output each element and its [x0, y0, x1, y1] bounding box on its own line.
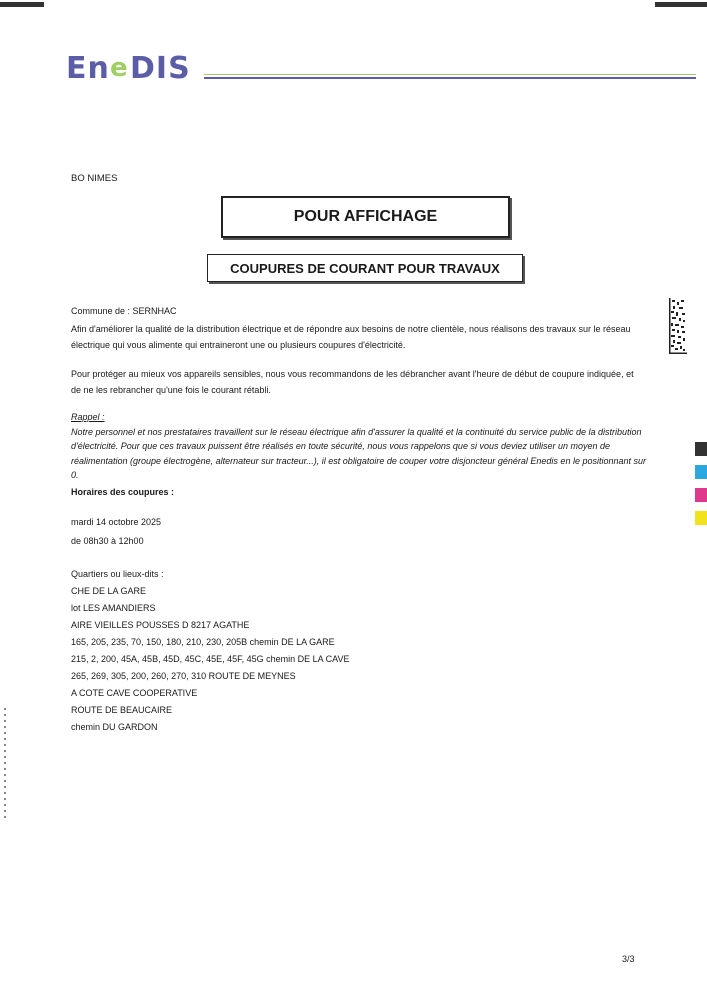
schedule-heading: Horaires des coupures :: [71, 487, 175, 497]
office-name: BO NIMES: [71, 173, 118, 184]
datamatrix-code: [669, 298, 687, 354]
schedule-hours: de 08h30 à 12h00: [71, 536, 144, 546]
commune-line: Commune de : SERNHAC: [71, 306, 177, 316]
scan-edge-marks: [4, 708, 6, 818]
rappel-label: Rappel :: [71, 412, 105, 422]
schedule-date: mardi 14 octobre 2025: [71, 517, 162, 527]
list-item: lot LES AMANDIERS: [71, 603, 156, 613]
logo-divider: [204, 74, 696, 80]
list-item: 265, 269, 305, 200, 260, 270, 310 ROUTE DE MEYNES: [71, 671, 296, 681]
list-item: CHE DE LA GARE: [71, 586, 147, 596]
enedis-logo: [66, 50, 198, 94]
color-swatch-yellow: [695, 511, 707, 525]
list-item: 165, 205, 235, 70, 150, 180, 210, 230, 205B chemin DE LA GARE: [71, 637, 335, 647]
enedis-logo-mark: [66, 50, 198, 86]
svg-text:e: e: [110, 53, 129, 83]
color-swatch-cyan: [695, 465, 707, 479]
rappel-block: [71, 410, 646, 483]
locations-heading: Quartiers ou lieux-dits :: [71, 569, 164, 579]
list-item: AIRE VIEILLES POUSSES D 8217 AGATHE: [71, 620, 250, 630]
advice-paragraph: Pour protéger au mieux vos appareils sensibles, nous vous recommandons de les débrancher avant l'heure de début de coupure indiquée, et de ne les rebrancher qu'une fois le courant rétabli.: [71, 369, 634, 395]
rappel-text: Notre personnel et nos prestataires travaillent sur le réseau électrique afin d'assurer la qualité et la continuité du service public de la distribution d'électricité. Pour que ces travaux puissent être réalisés en toute sécurité, nous vous rappelons que si vous deviez utiliser un moyen de réalimentation (groupe électrogène, alternateur sur tracteur...), il est obligatoire de couper votre disjoncteur général Enedis en le positionnant sur 0.: [71, 426, 646, 480]
svg-text:En: En: [66, 51, 110, 86]
scan-mark-right: [655, 2, 707, 7]
list-item: 215, 2, 200, 45A, 45B, 45D, 45C, 45E, 45F, 45G chemin DE LA CAVE: [71, 654, 350, 664]
list-item: A COTE CAVE COOPERATIVE: [71, 688, 198, 698]
locations-list: [71, 583, 350, 736]
page-title: POUR AFFICHAGE: [221, 196, 510, 238]
intro-paragraph: Afin d'améliorer la qualité de la distribution électrique et de répondre aux besoins de notre clientèle, nous réalisons des travaux sur le réseau électrique qui vous alimente qui entraineront une ou plusieurs coupures d'électricité.: [71, 324, 631, 350]
list-item: ROUTE DE BEAUCAIRE: [71, 705, 173, 715]
page-subtitle: COUPURES DE COURANT POUR TRAVAUX: [207, 254, 523, 282]
list-item: chemin DU GARDON: [71, 722, 158, 732]
color-swatch-black: [695, 442, 707, 456]
svg-text:DIS: DIS: [130, 51, 191, 86]
page-number: 3/3: [622, 954, 635, 964]
scan-mark-left: [0, 2, 44, 7]
color-swatch-magenta: [695, 488, 707, 502]
